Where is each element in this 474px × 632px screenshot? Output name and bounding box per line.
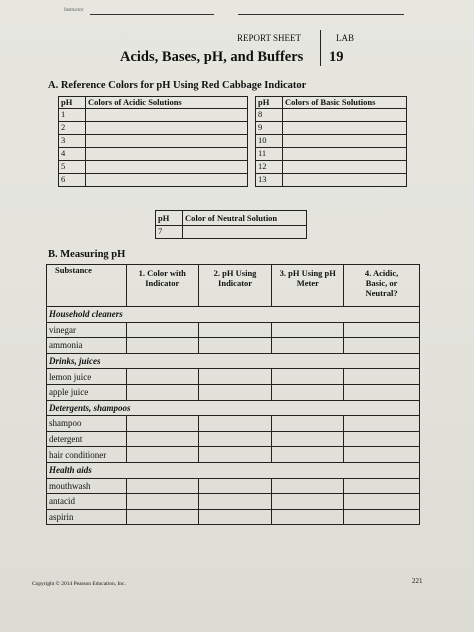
instructor-line: [90, 14, 214, 15]
ph-indicator-cell[interactable]: [198, 338, 272, 354]
basic-ph-cell: 10: [256, 135, 283, 148]
acid-base-cell[interactable]: [344, 478, 420, 494]
header-divider: [320, 30, 321, 66]
ph-meter-cell[interactable]: [272, 494, 344, 510]
acid-base-cell[interactable]: [344, 384, 420, 400]
acidic-color-cell[interactable]: [86, 122, 248, 135]
neutral-ph-cell: 7: [156, 226, 183, 239]
substance-row: [47, 431, 420, 447]
substance-row: [47, 369, 420, 385]
substance-row: [47, 447, 420, 463]
substance-row: [47, 416, 420, 432]
neutral-ph-header: pH: [156, 211, 183, 226]
name-line: [238, 14, 404, 15]
acidic-ph-cell: 6: [59, 174, 86, 187]
substance-row: [47, 322, 420, 338]
substance-header: Substance: [47, 265, 127, 307]
category-row: [47, 462, 420, 478]
color-with-indicator-cell[interactable]: [126, 322, 198, 338]
ph-meter-cell[interactable]: [272, 384, 344, 400]
substance-label: detergent: [47, 431, 127, 447]
basic-color-cell[interactable]: [283, 174, 407, 187]
acidic-color-cell[interactable]: [86, 135, 248, 148]
substance-label: apple juice: [47, 384, 127, 400]
lab-number: 19: [329, 49, 344, 65]
ph-meter-cell[interactable]: [272, 416, 344, 432]
acidic-colors-table: [58, 96, 248, 187]
ph-meter-cell[interactable]: [272, 509, 344, 525]
basic-color-cell[interactable]: [283, 109, 407, 122]
basic-color-cell[interactable]: [283, 135, 407, 148]
substance-row: [47, 494, 420, 510]
ph-meter-cell[interactable]: [272, 338, 344, 354]
acidic-color-cell[interactable]: [86, 148, 248, 161]
acid-base-cell[interactable]: [344, 322, 420, 338]
color-with-indicator-cell[interactable]: [126, 384, 198, 400]
category-label: Health aids: [47, 462, 420, 478]
instructor-label: Instructor: [64, 8, 84, 13]
acidic-colors-header: Colors of Acidic Solutions: [86, 97, 248, 109]
acidic-ph-cell: 2: [59, 122, 86, 135]
acid-base-cell[interactable]: [344, 431, 420, 447]
color-with-indicator-cell[interactable]: [126, 431, 198, 447]
acidic-ph-cell: 5: [59, 161, 86, 174]
ph-meter-cell[interactable]: [272, 478, 344, 494]
acid-base-cell[interactable]: [344, 494, 420, 510]
basic-ph-cell: 13: [256, 174, 283, 187]
substance-row: [47, 338, 420, 354]
substance-row: [47, 509, 420, 525]
color-with-indicator-cell[interactable]: [126, 509, 198, 525]
color-with-indicator-cell[interactable]: [126, 478, 198, 494]
basic-ph-header: pH: [256, 97, 283, 109]
ph-indicator-cell[interactable]: [198, 431, 272, 447]
section-a-title: A. Reference Colors for pH Using Red Cabbage Indicator: [48, 80, 307, 91]
ph-indicator-cell[interactable]: [198, 509, 272, 525]
ph-using-indicator-header: 2. pH Using Indicator: [198, 265, 272, 307]
substance-row: [47, 384, 420, 400]
neutral-color-table: [155, 210, 307, 239]
basic-color-cell[interactable]: [283, 122, 407, 135]
ph-meter-cell[interactable]: [272, 447, 344, 463]
basic-ph-cell: 9: [256, 122, 283, 135]
ph-using-meter-header: 3. pH Using pH Meter: [272, 265, 344, 307]
ph-indicator-cell[interactable]: [198, 384, 272, 400]
basic-colors-header: Colors of Basic Solutions: [283, 97, 407, 109]
ph-indicator-cell[interactable]: [198, 416, 272, 432]
acidic-ph-cell: 4: [59, 148, 86, 161]
substance-label: ammonia: [47, 338, 127, 354]
substance-label: lemon juice: [47, 369, 127, 385]
ph-meter-cell[interactable]: [272, 431, 344, 447]
substance-label: vinegar: [47, 322, 127, 338]
measuring-ph-table: [46, 264, 420, 525]
lab-label: LAB: [336, 33, 354, 43]
basic-color-cell[interactable]: [283, 161, 407, 174]
page-number: 221: [412, 577, 423, 585]
substance-label: antacid: [47, 494, 127, 510]
category-row: [47, 353, 420, 369]
category-label: Household cleaners: [47, 307, 420, 323]
color-with-indicator-cell[interactable]: [126, 369, 198, 385]
acidic-ph-cell: 1: [59, 109, 86, 122]
acid-base-cell[interactable]: [344, 416, 420, 432]
basic-ph-cell: 11: [256, 148, 283, 161]
acidic-ph-cell: 3: [59, 135, 86, 148]
category-label: Drinks, juices: [47, 353, 420, 369]
substance-label: shampoo: [47, 416, 127, 432]
substance-label: hair conditioner: [47, 447, 127, 463]
category-row: [47, 307, 420, 323]
substance-row: [47, 478, 420, 494]
acidic-ph-header: pH: [59, 97, 86, 109]
acidic-basic-neutral-header: 4. Acidic, Basic, or Neutral?: [344, 265, 420, 307]
color-with-indicator-cell[interactable]: [126, 494, 198, 510]
color-with-indicator-cell[interactable]: [126, 338, 198, 354]
copyright-notice: Copyright © 2014 Pearson Education, Inc.: [32, 581, 126, 587]
ph-meter-cell[interactable]: [272, 369, 344, 385]
ph-indicator-cell[interactable]: [198, 478, 272, 494]
ph-indicator-cell[interactable]: [198, 369, 272, 385]
acidic-color-cell[interactable]: [86, 161, 248, 174]
ph-indicator-cell[interactable]: [198, 494, 272, 510]
neutral-color-cell[interactable]: [183, 226, 307, 239]
category-row: [47, 400, 420, 416]
acid-base-cell[interactable]: [344, 369, 420, 385]
ph-indicator-cell[interactable]: [198, 447, 272, 463]
basic-ph-cell: 8: [256, 109, 283, 122]
ph-indicator-cell[interactable]: [198, 322, 272, 338]
color-with-indicator-cell[interactable]: [126, 416, 198, 432]
acid-base-cell[interactable]: [344, 338, 420, 354]
section-b-title: B. Measuring pH: [48, 249, 126, 260]
acid-base-cell[interactable]: [344, 509, 420, 525]
ph-meter-cell[interactable]: [272, 322, 344, 338]
acid-base-cell[interactable]: [344, 447, 420, 463]
neutral-color-header: Color of Neutral Solution: [183, 211, 307, 226]
basic-ph-cell: 12: [256, 161, 283, 174]
category-label: Detergents, shampoos: [47, 400, 420, 416]
color-with-indicator-cell[interactable]: [126, 447, 198, 463]
basic-colors-table: [255, 96, 407, 187]
acidic-color-cell[interactable]: [86, 109, 248, 122]
substance-label: mouthwash: [47, 478, 127, 494]
substance-label: aspirin: [47, 509, 127, 525]
basic-color-cell[interactable]: [283, 148, 407, 161]
report-sheet-label: REPORT SHEET: [237, 33, 302, 43]
page-title: Acids, Bases, pH, and Buffers: [120, 49, 304, 65]
acidic-color-cell[interactable]: [86, 174, 248, 187]
color-with-indicator-header: 1. Color with Indicator: [126, 265, 198, 307]
